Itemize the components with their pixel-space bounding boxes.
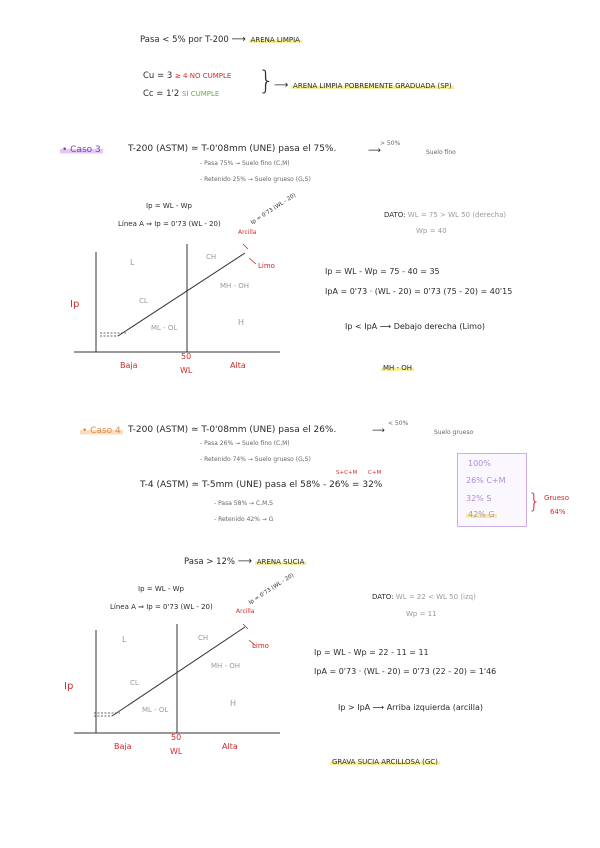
c1-zone-mh: MH - OH [220,282,250,290]
box-cm: 26% C+M [466,476,506,485]
caso3-suelo-fino: Suelo fino [426,149,456,156]
caso4-arrow-icon: ⟶ [372,426,385,436]
cc-check: SÍ CUMPLE [182,90,220,98]
caso4-result: GRAVA SUCIA ARCILLOSA (GC) [332,758,438,766]
plasticity-chart-caso4 [74,624,280,733]
c2-wl: WL [170,747,183,756]
grueso-brace-icon: } [528,489,541,513]
caso4-pasa58: - Pasa 58% → C,M,S [214,500,273,507]
caso3-arrow-icon: ⟶ [368,146,381,156]
cu-check: ≥ 4 NO CUMPLE [174,72,232,80]
caso3-ip-formula: Ip = WL - Wp [146,202,192,210]
c1-x50: 50 [181,352,192,361]
caso3-calc1: Ip = WL - Wp = 75 - 40 = 35 [325,267,440,276]
caso4-calc3: Ip > IpA ⟶ Arriba izquierda (arcilla) [338,703,483,712]
c1-zone-ml: ML - OL [151,324,178,332]
c2-zone-ch: CH [198,634,209,642]
caso4-retenido42: - Retenido 42% → G [214,516,274,523]
c1-alta: Alta [230,361,246,370]
caso4-ip-formula: Ip = WL - Wp [138,585,184,593]
caso4-pasa: - Pasa 26% → Suelo fino (C,M) [200,440,290,447]
c2-ip-label: Ip [64,681,74,692]
c2-zone-ml: ML - OL [142,706,169,714]
c1-wl: WL [180,366,193,375]
c1-baja: Baja [120,361,138,370]
brace-icon: } [258,66,275,96]
c1-arcilla: Arcilla [238,229,257,236]
plasticity-chart-caso3 [74,244,280,352]
box-total: 100% [468,459,491,468]
caso4-scm: S+C+M [336,470,358,476]
c1-linea-label: Ip = 0'73 (WL - 20) [250,192,298,227]
sp-result: ARENA LIMPIA POBREMENTE GRADUADA (SP) [293,82,452,90]
linea-a [118,253,245,336]
sp-result-line: ⟶ ARENA LIMPIA POBREMENTE GRADUADA (SP) [274,80,452,91]
caso4-linea-formula: Línea A ⇒ Ip = 0'73 (WL - 20) [110,603,213,611]
c1-zone-ch: CH [206,253,217,261]
caso3-calc3: Ip < IpA ⟶ Debajo derecha (Limo) [345,322,485,331]
c2-zone-l: L [122,635,127,644]
grueso-label: Grueso [544,494,569,502]
box-s: 32% S [466,494,492,503]
caso3-pasa: - Pasa 75% → Suelo fino (C,M) [200,160,290,167]
grueso-pct: 64% [550,508,566,516]
c2-baja: Baja [114,742,132,751]
arena-limpia-label: ARENA LIMPIA [250,36,300,44]
c1-zone-l: L [130,258,135,267]
caso3-result: MH - OH [383,364,413,372]
box-g: 42% G [468,510,495,519]
c1-zone-cl: CL [139,297,148,305]
c2-zone-cl: CL [130,679,139,687]
c1-ip-label: Ip [70,299,80,310]
c2-alta: Alta [222,742,238,751]
caso3-retenido: - Retenido 25% → Suelo grueso (G,S) [200,176,311,183]
caso3-gt50: > 50% [380,140,401,147]
caso4-t4: T-4 (ASTM) ≃ T-5mm (UNE) pasa el 58% - 26% = 32% [140,480,383,490]
caso3-heading: • Caso 3 [62,145,101,155]
caso4-calc1: Ip = WL - Wp = 22 - 11 = 11 [314,648,429,657]
c1-zone-h: H [238,318,245,327]
c2-x50: 50 [171,733,182,742]
c2-linea-label: Ip = 0'73 (WL - 20) [248,572,296,607]
caso4-dato-wp: Wp = 11 [406,610,437,618]
c2-zone-mh: MH - OH [211,662,241,670]
c1-limo: Limo [258,262,275,270]
linea-a [112,627,245,716]
caso4-dato: DATO: WL = 22 < WL 50 (izq) [372,593,476,601]
caso3-calc2: IpA = 0'73 · (WL - 20) = 0'73 (75 - 20) = 40'15 [325,287,513,296]
caso4-cm: C+M [368,470,382,476]
caso3-dato-wp: Wp = 40 [416,227,447,235]
caso4-retenido: - Retenido 74% → Suelo grueso (G,S) [200,456,311,463]
c2-limo: Limo [252,642,269,650]
caso3-dato: DATO: WL = 75 > WL 50 (derecha) [384,211,507,219]
caso4-suelo-grueso: Suelo grueso [434,429,474,436]
caso4-heading: • Caso 4 [82,426,121,436]
c2-arcilla: Arcilla [236,608,255,615]
caso4-lt50: < 50% [388,420,409,427]
c2-zone-h: H [230,699,237,708]
caso4-calc2: IpA = 0'73 · (WL - 20) = 0'73 (22 - 20) = 1'46 [314,667,497,676]
caso3-main: T-200 (ASTM) ≃ T-0'08mm (UNE) pasa el 75%. [128,144,337,154]
limo-arrow-icon [249,258,256,264]
cc-line: Cc = 1'2 SÍ CUMPLE [143,89,220,99]
pasa-5-line: Pasa < 5% por T-200 ⟶ ARENA LIMPIA [140,34,300,45]
caso3-linea-formula: Línea A ⇒ Ip = 0'73 (WL - 20) [118,220,221,228]
pasa-12-line: Pasa > 12% ⟶ ARENA SUCIA [184,556,305,567]
cu-line: Cu = 3 ≥ 4 NO CUMPLE [143,71,232,81]
caso4-main: T-200 (ASTM) ≃ T-0'08mm (UNE) pasa el 26%. [128,425,337,435]
arcilla-arrow-icon [243,244,248,249]
